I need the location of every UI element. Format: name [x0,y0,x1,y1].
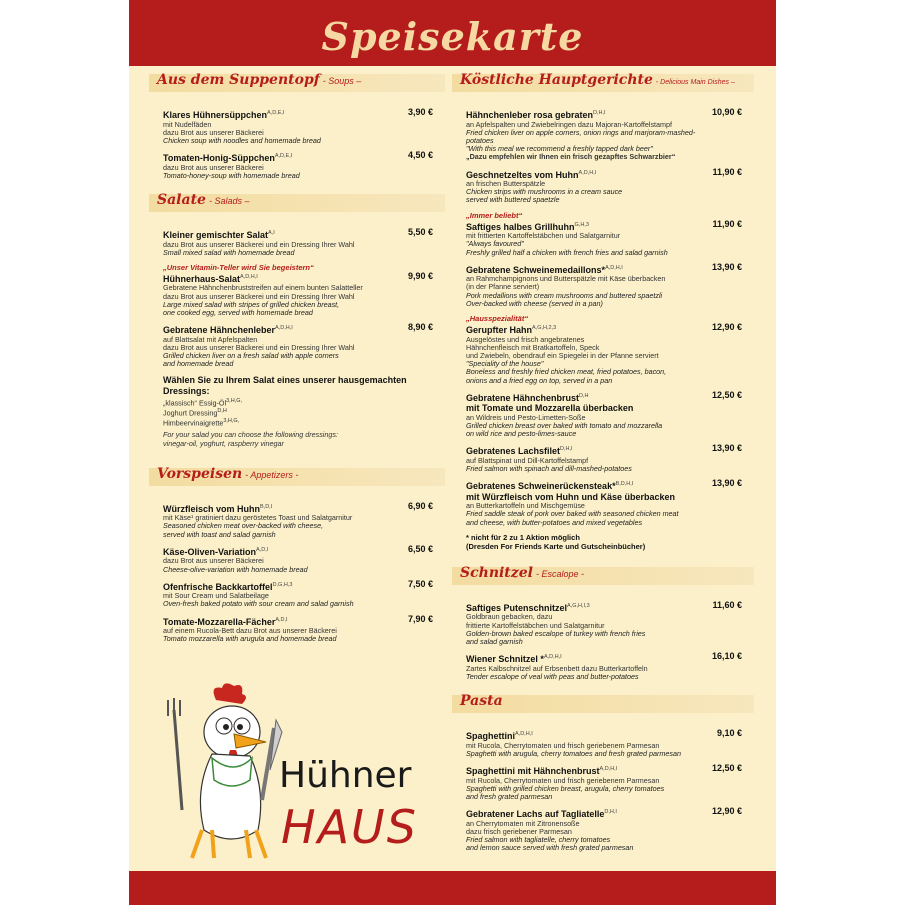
item-price: 16,10 € [711,651,742,662]
section-starters [149,465,445,486]
mains-footnote [454,533,754,551]
item-english: Chicken soup with noodles and homemade bread [163,135,321,145]
menu-item [466,729,754,758]
item-english: Boneless and freshly fried chicken meat, fried potatoes, bacon, [466,367,667,377]
item-english: and homemade bread [163,359,234,369]
item-description: auf Blattsalat mit Apfelspalten [163,334,258,344]
dressing-label: Himbeervinaigrette [163,418,224,428]
item-description: mit Sour Cream und Salatbeilage [163,591,269,601]
item-price: 8,90 € [407,322,433,333]
item-allergens: A,D,H,I [605,264,623,271]
item-english: Large mixed salad with stripes of grilled chicken breast, [163,299,340,309]
item-description: dazu Brot aus unserer Bäckerei [163,556,264,566]
item-english: and lemon sauce served with fresh grated parmesan [466,843,634,853]
item-english: served with buttered spaetzle [466,195,560,205]
menu-item [466,391,754,439]
pasta-list [454,729,754,852]
item-price: 11,90 € [712,166,742,177]
item-allergens: A,D,H,I [515,731,533,738]
item-english: Tender escalope of veal with peas and butter-potatoes [466,671,639,681]
dressing-label: „klassisch“ Essig-Öl [163,397,227,407]
item-title: Kleiner gemischter Salat [163,230,269,241]
menu-item [163,615,445,644]
item-title: Käse-Oliven-Variation [163,546,257,557]
dressing-option [163,417,445,427]
item-title: Gebratene Schweinemedaillons* [466,264,606,275]
item-description: mit Käse¹ gratiniert dazu geröstetes Toast und Salatgarnitur [163,513,353,523]
dressing-allergens: D,H [217,407,227,414]
item-price: 11,60 € [712,599,742,610]
item-price: 9,90 € [407,270,433,281]
menu-page [129,0,776,905]
item-allergens: D,H,I [604,809,617,816]
salads-list [151,228,445,369]
item-name [466,729,702,742]
brand-name-line2: HAUS [281,800,418,854]
item-english: served with toast and salad garnish [163,529,276,539]
item-name [163,323,393,336]
item-title: Hähnchenleber rosa gebraten [466,110,594,120]
item-english: Fried salmon with spinach and dill-mashed-potatoes [466,464,632,474]
menu-item [163,502,445,539]
item-english: Fried saddle steak of pork over baked with seasoned chicken meat [466,509,679,519]
menu-item [163,228,445,257]
menu-item [163,323,445,368]
item-name [466,323,702,336]
item-english: Tomato-honey-soup with homemade bread [163,170,300,180]
menu-item [466,108,754,162]
dressing-english-line: vinegar-oil, yoghurt, raspberry vinegar [163,438,284,448]
item-description: an Wildreis und Pesto-Limetten-Soße [466,412,586,422]
menu-item [163,545,445,574]
item-description: auf einem Rucola-Bett dazu Brot aus unserer Bäckerei [163,626,337,636]
item-description: frittierte Kartoffelstäbchen und Salatgarnitur [466,620,605,630]
footnote-line: (Dresden For Friends Karte und Gutscheinbücher) [466,541,646,551]
item-description: mit Rucola, Cherrytomaten und frisch geriebenem Parmesan [466,740,660,750]
section-title: Köstliche Hauptgerichte - Delicious Main Dishes – [460,72,735,88]
item-title: Tomate-Mozzarella-Fächer [163,616,276,627]
dressing-option [163,407,445,417]
item-english: on wild rice and pesto-limes-sauce [466,429,577,439]
menu-item [466,314,754,385]
item-name [466,807,702,820]
item-name [466,652,702,665]
item-price: 7,50 € [407,578,433,589]
item-description: an Cherrytomaten mit Zitronensoße [466,818,580,828]
item-name [163,108,393,121]
item-english: and cheese, with butter-potatoes and mixed vegetables [466,517,643,527]
item-description: (in der Pfanne serviert) [466,282,540,292]
item-english: Tomato mozzarella with arugula and homemade bread [163,634,337,644]
item-english: Seasoned chicken meat over-backed with cheese, [163,521,324,531]
item-title: Wiener Schnitzel * [466,654,544,665]
item-english: Freshly grilled half a chicken with french fries and salad garnish [466,247,668,257]
item-description: an Apfelspalten und Zwiebelringen dazu Majoran-Kartoffelstampf [466,119,673,129]
item-description: Gebratene Hähnchenbruststreifen auf einem bunten Salatteller [163,283,363,293]
schnitzel-list [454,601,754,681]
item-description: an Rahmchampignons und Butterspätzle mit Käse überbacken [466,274,666,284]
menu-item [163,108,445,145]
dressings-heading: Wählen Sie zu Ihrem Salat eines unserer hausgemachten Dressings: [163,374,407,396]
item-description: dazu Brot aus unserer Bäckerei und ein Dressing Ihrer Wahl [163,239,355,249]
menu-item [466,479,754,527]
item-name [466,479,702,492]
item-english: onions and a fried egg on top, served in a pan [466,375,613,385]
item-title: Saftiges halbes Grillhuhn [466,221,575,232]
item-title: Saftiges Putenschnitzel [466,602,568,613]
menu-item [466,211,754,257]
item-title: Spaghettini mit Hähnchenbrust [466,766,600,777]
item-name [163,151,393,164]
menu-item [163,151,445,180]
mains-list [454,108,754,527]
item-english: Golden-brown baked escalope of turkey with french fries [466,628,646,638]
item-allergens: A,D,H,I [240,273,258,280]
item-allergens: A,D,E,I [274,153,293,160]
item-description: dazu frisch geriebener Parmesan [466,826,572,836]
item-price: 6,90 € [407,500,433,511]
item-description: an Butterkartoffeln und Mischgemüse [466,501,585,511]
item-description: mit frittierten Kartoffelstäbchen und Salatgarnitur [466,231,621,241]
item-description: dazu Brot aus unserer Bäckerei [163,162,264,172]
item-price: 10,90 € [711,107,742,117]
item-english: one cooked egg, served with homemade bread [163,308,313,318]
item-description: und Zwiebeln, obendrauf ein Spiegelei in der Pfanne serviert [466,350,659,360]
item-price: 9,10 € [716,728,742,739]
dressings-english [163,430,445,448]
section-title: Schnitzel - Escalope - [460,564,584,581]
item-title: Klares Hühnersüppchen [163,110,268,120]
menu-item [466,168,754,205]
item-allergens: A,D,I [256,546,269,553]
item-price: 13,90 € [711,478,742,489]
item-title: Hühnerhaus-Salat [163,273,241,284]
item-english: Spaghetti with arugula, cherry tomatoes and fresh grated parmesan [466,748,681,758]
item-price: 4,50 € [407,150,433,161]
item-allergens: A,D,H,I [275,325,293,332]
item-price: 5,50 € [407,227,433,238]
item-description: Hähnchenfleisch mit Bratkartoffeln, Speck [466,342,600,352]
section-salads [149,194,445,212]
item-description: auf Blattspinat und Dill-Kartoffelstampf [466,455,589,465]
item-price: 12,90 € [711,806,742,817]
item-allergens: B,D,H,I [615,481,634,488]
dressings-block [151,375,445,448]
item-price: 6,50 € [407,543,433,554]
item-description: dazu Brot aus unserer Bäckerei und ein Dressing Ihrer Wahl [163,291,355,301]
section-title: Pasta [460,693,503,710]
item-title: Gebratenes Schweinerückensteak* [466,481,616,492]
item-allergens: A,D,I [275,616,288,623]
item-name [163,228,393,241]
item-description: Ausgelöstes und frisch angebratenes [466,334,585,344]
item-english: Grilled chicken liver on a fresh salad with apple corners [163,351,339,361]
item-title-line2: mit Tomate und Mozzarella überbacken [466,403,634,414]
menu-item [466,263,754,308]
item-english: Spaghetti with grilled chicken breast, arugula, cherry tomatoes [466,783,665,793]
item-price: 12,50 € [711,763,742,774]
item-price: 11,90 € [712,218,742,229]
left-column [151,74,445,650]
item-title: Gerupfter Hahn [466,325,533,336]
dressing-options [163,397,445,428]
item-name [466,764,702,777]
item-description: an frischen Butterspätzle [466,179,546,189]
item-allergens: D,H,I [593,110,606,116]
item-english: Oven-fresh baked potato with sour cream and salad garnish [163,599,354,609]
section-soups [149,74,445,92]
item-english: and fresh grated parmesan [466,791,553,801]
item-allergens: A,D,H,I [578,169,597,176]
item-title: Gebratene Hähnchenbrust [466,392,580,403]
menu-item [163,580,445,609]
footer-bar [129,871,776,905]
soups-list [151,108,445,180]
section-schnitzel [452,564,754,585]
item-allergens: A,I [268,230,275,237]
menu-item [466,652,754,681]
item-description: Zartes Kalbschnitzel auf Erbsenbett dazu Butterkartoffeln [466,663,648,673]
dressing-option [163,397,445,407]
item-price: 12,50 € [711,389,742,400]
right-column [454,74,754,858]
item-description: Goldbraun gebacken, dazu [466,612,553,622]
item-allergens: G,H,3 [574,221,589,228]
item-description: dazu Brot aus unserer Bäckerei und ein Dressing Ihrer Wahl [163,342,355,352]
item-english: "With this meal we recommend a freshly tapped dark beer" [466,144,653,154]
section-title: Vorspeisen - Appetizers - [157,465,299,482]
footnote-line: * nicht für 2 zu 1 Aktion möglich [466,532,580,542]
dressing-allergens: 3,H,G, [223,418,240,425]
item-allergens: A,D,H,I [599,766,618,773]
item-price: 13,90 € [711,261,742,272]
item-english: and salad garnish [466,637,523,646]
item-english: Cheese-olive-variation with homemade bread [163,564,308,574]
dressing-allergens: 3,H,G, [226,397,243,404]
item-allergens: D,G,H,3 [272,581,293,588]
item-english: Small mixed salad with homemade bread [163,247,295,257]
item-allergens: D,H [579,392,589,399]
item-english: Fried salmon with tagliatelle, cherry tomatoes [466,835,611,845]
item-price: 12,90 € [711,322,742,333]
menu-item [466,807,754,852]
item-title: Ofenfrische Backkartoffel [163,581,273,592]
item-english: Grilled chicken breast over baked with tomato and mozzarella [466,420,663,430]
item-title: Tomaten-Honig-Süppchen [163,153,275,164]
menu-item [466,601,754,646]
item-english: "Speciality of the house" [466,359,544,369]
page-title: Speisekarte [321,14,584,59]
item-highlight: „Immer beliebt“ [466,210,523,220]
item-english: Pork medallions with cream mushrooms and buttered spaetzli [466,290,663,300]
item-english: Over-backed with cheese (served in a pan) [466,298,603,308]
menu-item [466,764,754,801]
item-name [466,391,702,404]
item-allergens: A,D,E,I [267,110,285,116]
section-mains [452,74,754,92]
item-allergens: A,G,H,I,3 [567,602,590,609]
item-description: mit Rucola, Cherrytomaten und frisch geriebenem Parmesan [466,775,660,785]
item-title: Gebratenes Lachsfilet [466,446,561,457]
item-title: Spaghettini [466,731,515,742]
section-title: Salate - Salads – [157,192,250,209]
brand-name-line1: Hühner [279,755,412,796]
header-bar [129,0,776,66]
menu-item [163,263,445,317]
item-allergens: D,H,I [560,446,573,453]
menu-item [466,444,754,473]
item-english: "Always favoured" [466,239,524,249]
item-title: Geschnetzeltes vom Huhn [466,169,579,180]
item-name [466,108,702,121]
item-description: mit Nudelfäden [163,119,212,129]
item-name [466,444,702,457]
item-price: 13,90 € [711,443,742,454]
item-title-line2: mit Würzfleisch vom Huhn und Käse überbacken [466,491,676,502]
section-pasta [452,695,754,713]
item-title: Gebratener Lachs auf Tagliatelle [466,809,605,820]
item-price: 3,90 € [407,107,433,117]
section-title: Aus dem Suppentopf - Soups – [157,72,362,88]
item-highlight: „Unser Vitamin-Teller wird Sie begeistern“ [163,262,314,272]
item-english: Chicken strips with mushrooms in a cream sauce [466,187,623,197]
item-allergens: B,D,I [260,503,273,510]
item-english: Fried chicken liver on apple corners, onion rings and marjoram-mashed-potatoes [466,127,696,145]
starters-list [151,502,445,644]
item-title: Gebratene Hähnchenleber [163,325,276,336]
dressing-english-line: For your salad you can choose the following dressings: [163,429,338,439]
item-description: dazu Brot aus unserer Bäckerei [163,127,264,137]
item-allergens: A,G,H,2,3 [532,325,557,332]
item-price: 7,90 € [407,613,433,624]
item-title: Würzfleisch vom Huhn [163,503,261,514]
item-allergens: A,D,H,I [543,654,562,661]
item-recommendation: „Dazu empfehlen wir Ihnen ein frisch gezapftes Schwarzbier“ [466,152,676,162]
item-highlight: „Hausspezialität“ [466,314,529,324]
dressing-label: Joghurt Dressing [163,408,218,418]
